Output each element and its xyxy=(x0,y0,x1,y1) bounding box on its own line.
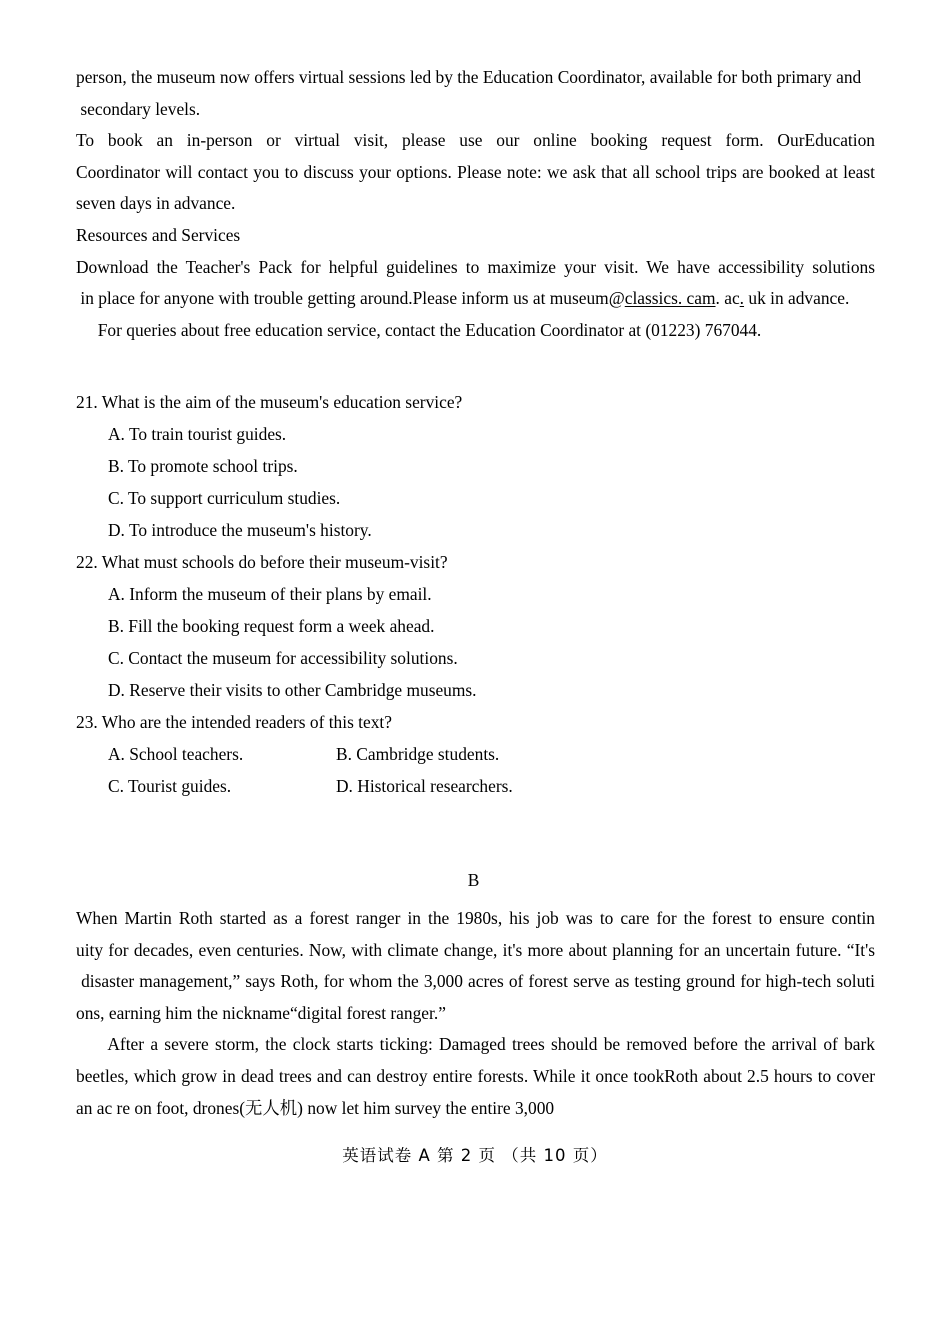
question-21-option-a[interactable]: A. To train tourist guides. xyxy=(108,424,287,445)
question-21-stem: 21. What is the aim of the museum's education service? xyxy=(76,392,463,413)
question-23-option-d[interactable]: D. Historical researchers. xyxy=(336,776,513,797)
email-line-middle: . ac xyxy=(715,288,740,309)
section-b-paragraph-1-line-4: ons, earning him the nickname“digital forest ranger.” xyxy=(76,1002,446,1023)
question-22-option-d[interactable]: D. Reserve their visits to other Cambridge museums. xyxy=(108,680,477,701)
section-b-paragraph-1-line-1: When Martin Roth started as a forest ranger in the 1980s, his job was to care for the forest to ensure contin xyxy=(76,907,875,928)
question-21 xyxy=(76,386,875,546)
section-b-paragraph-2-line-1 xyxy=(76,1029,875,1061)
page-footer-text: 英语试卷 A 第 2 页 （共 10 页） xyxy=(342,1146,608,1165)
email-line-prefix: in place for anyone with trouble getting around.Please inform us at museum@ xyxy=(76,288,625,309)
email-line-suffix: uk in advance. xyxy=(744,288,850,309)
queries-paragraph xyxy=(76,315,875,347)
resources-paragraph-line-2 xyxy=(76,283,875,315)
question-23-option-b[interactable]: B. Cambridge students. xyxy=(336,744,500,765)
spacer-before-section-b xyxy=(76,802,875,865)
question-21-option-d[interactable]: D. To introduce the museum's history. xyxy=(108,520,372,541)
section-b-paragraph-1-line-2: uity for decades, even centuries. Now, with climate change, it's more about planning for an uncertain future. “It's xyxy=(76,939,875,960)
question-22-option-a[interactable]: A. Inform the museum of their plans by email. xyxy=(108,584,432,605)
question-21-option-b[interactable]: B. To promote school trips. xyxy=(108,456,298,477)
question-22-option-c[interactable]: C. Contact the museum for accessibility solutions. xyxy=(108,648,458,669)
page-content xyxy=(76,62,875,1124)
paragraph-continued-line-1: person, the museum now offers virtual sessions led by the Education Coordinator, available for both primary and xyxy=(76,67,862,87)
question-22 xyxy=(76,546,875,706)
question-23-stem: 23. Who are the intended readers of this text? xyxy=(76,712,392,733)
spacer-before-questions xyxy=(76,346,875,386)
page-footer xyxy=(0,1142,950,1166)
resources-paragraph-line-1: Download the Teacher's Pack for helpful guidelines to maximize your visit. We have accessibility solutions xyxy=(76,256,875,277)
email-domain-underlined: classics. cam xyxy=(624,288,716,309)
question-22-option-b[interactable]: B. Fill the booking request form a week ahead. xyxy=(108,616,435,637)
queries-paragraph-text: For queries about free education service, contact the Education Coordinator at (01223) 767044. xyxy=(97,319,762,340)
question-22-stem: 22. What must schools do before their museum-visit? xyxy=(76,552,448,573)
booking-paragraph-line-2: Coordinator will contact you to discuss your options. Please note: we ask that all school trips are booked at least xyxy=(76,161,875,182)
section-b-paragraph-2-line-1-text: After a severe storm, the clock starts ticking: Damaged trees should be removed before the arrival of bark xyxy=(107,1034,875,1055)
paragraph-continued-line-2: secondary levels. xyxy=(76,98,201,119)
email-dot-underlined: . xyxy=(739,288,745,309)
section-b-paragraph-2-line-3 xyxy=(76,1093,875,1125)
question-23-option-a[interactable]: A. School teachers. xyxy=(108,744,244,765)
booking-paragraph-line-3: seven days in advance. xyxy=(76,193,236,214)
booking-paragraph-line-1: To book an in-person or virtual visit, please use our online booking request form. OurEducation xyxy=(76,130,875,151)
subheading-resources-and-services: Resources and Services xyxy=(76,224,241,245)
question-23-option-c[interactable]: C. Tourist guides. xyxy=(108,776,232,797)
question-21-option-c[interactable]: C. To support curriculum studies. xyxy=(108,488,341,509)
question-23-options-row-1 xyxy=(76,738,875,770)
section-b-paragraph-2-line-3-text: an ac re on foot, drones(无人机) now let him survey the entire 3,000 xyxy=(76,1097,555,1118)
section-b-label: B xyxy=(467,870,480,891)
section-b-paragraph-1-line-3: disaster management,” says Roth, for whom the 3,000 acres of forest serve as testing ground for high-tech soluti xyxy=(76,971,875,992)
question-23-options-row-2 xyxy=(76,770,875,802)
question-23 xyxy=(76,706,875,802)
section-b-paragraph-2-line-2: beetles, which grow in dead trees and can destroy entire forests. While it once tookRoth about 2.5 hours to cover xyxy=(76,1065,875,1086)
